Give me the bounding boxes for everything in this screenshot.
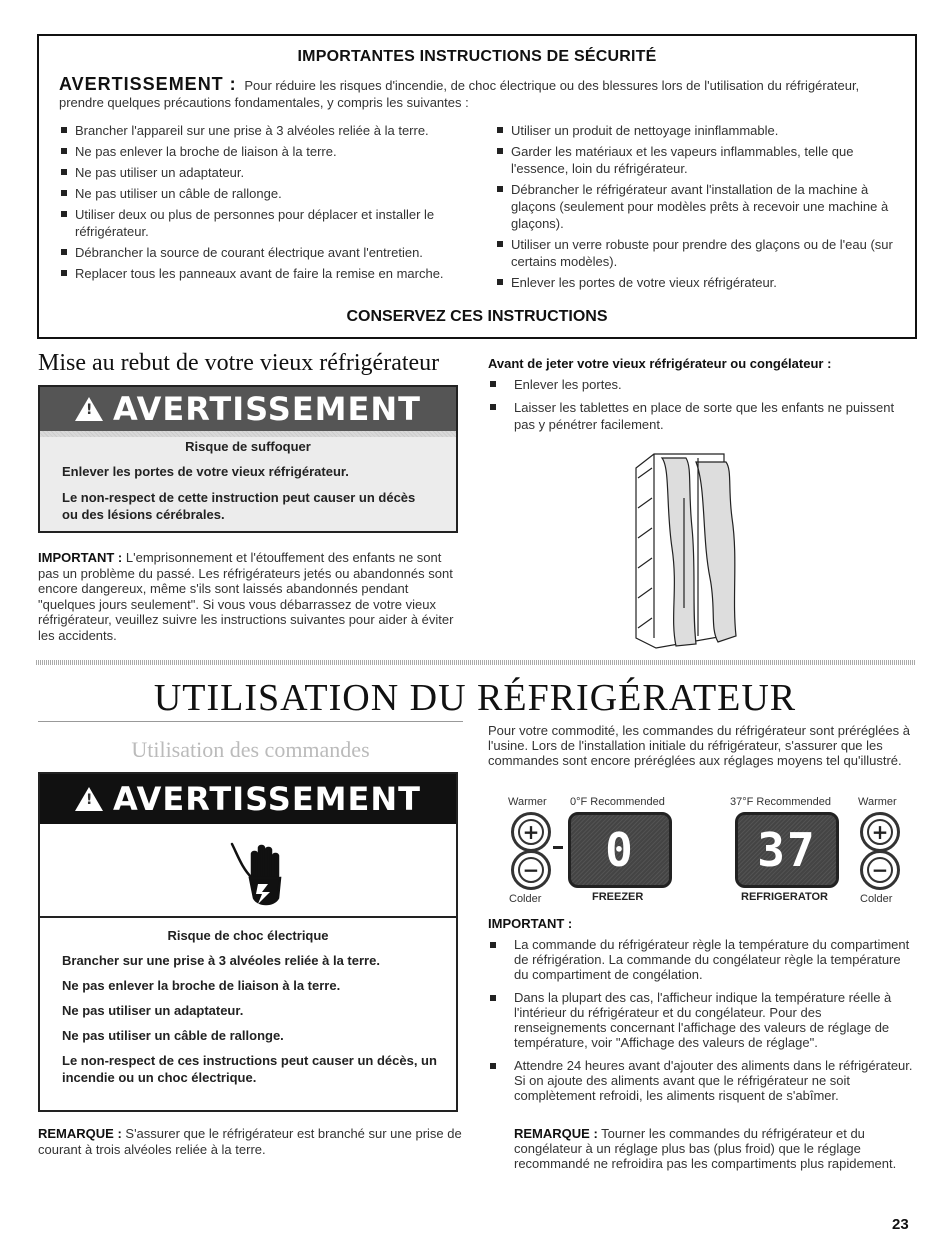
list-item: Dans la plupart des cas, l'afficheur indique la température réelle à l'intérieur du réfrigérateur et du congélateur. Pour des renseignements concernant l'affichage des valeurs de réglage de température, voir "Affichage des valeurs de réglage". (488, 990, 913, 1050)
freezer-colder-label: Colder (509, 893, 542, 905)
warning-title: Risque de choc électrique (167, 928, 329, 943)
warning-line: Ne pas utiliser un adaptateur. (62, 1003, 244, 1018)
fridge-warmer-button[interactable] (860, 812, 900, 852)
warning-keyword: AVERTISSEMENT : (59, 74, 237, 94)
safety-intro (59, 76, 899, 111)
warning-line: Le non-respect de cette instruction peut causer un décès ou des lésions cérébrales. (62, 490, 416, 522)
plus-icon: + (867, 819, 893, 845)
important-paragraph (38, 550, 463, 643)
warning-banner-text: AVERTISSEMENT (113, 780, 421, 818)
list-item: Enlever les portes. (488, 376, 908, 393)
refrigerator-illustration (626, 448, 751, 656)
shock-warning-box (38, 772, 458, 1112)
minus-icon: − (518, 857, 544, 883)
electric-shock-icon (228, 834, 288, 914)
section-divider (36, 660, 916, 665)
fridge-colder-label: Colder (860, 893, 893, 905)
freezer-label: FREEZER (592, 891, 644, 903)
freezer-warmer-label: Warmer (508, 796, 547, 808)
warning-body (40, 437, 456, 531)
warning-lines (62, 952, 442, 1094)
remark-paragraph-2 (514, 1126, 914, 1171)
warning-line: Le non-respect de ces instructions peut causer un décès, un incendie ou un choc électrique. (62, 1053, 437, 1085)
important-list (488, 937, 913, 1111)
disposal-heading: Mise au rebut de votre vieux réfrigérateur (38, 350, 440, 376)
safety-list-left (59, 122, 479, 286)
freezer-recommended-label: 0°F Recommended (570, 796, 665, 808)
warning-divider (40, 916, 456, 918)
important-title: IMPORTANT : (488, 916, 573, 931)
list-item: Attendre 24 heures avant d'ajouter des aliments dans le réfrigérateur. Si on ajoute des aliments avant que le réfrigérateur ne soit complètement refroidi, les aliments risquent de s'abîmer. (488, 1058, 913, 1103)
list-item: Débrancher la source de courant électrique avant l'entretien. (59, 244, 479, 261)
warning-banner (40, 387, 456, 431)
warning-line: Ne pas utiliser un câble de rallonge. (62, 1028, 284, 1043)
fridge-recommended-label: 37°F Recommended (730, 796, 832, 808)
safety-footer: CONSERVEZ CES INSTRUCTIONS (346, 308, 608, 325)
list-item: Ne pas enlever la broche de liaison à la terre. (59, 143, 479, 160)
safety-list-right (495, 122, 911, 295)
warning-line: Brancher sur une prise à 3 alvéoles reliée à la terre. (62, 953, 380, 968)
subtitle-rule (38, 721, 463, 722)
minus-icon: − (867, 857, 893, 883)
safety-instructions-box (37, 34, 917, 339)
warning-banner-text: AVERTISSEMENT (113, 390, 421, 428)
fridge-warmer-label: Warmer (858, 796, 897, 808)
controls-intro: Pour votre commodité, les commandes du réfrigérateur sont préréglées à l'usine. Lors de l'installation initiale du réfrigérateur, s'assurer que les commandes sont encore préréglées aux réglages moyens tel qu'illustré. (488, 723, 910, 768)
plus-icon: + (518, 819, 544, 845)
list-item: Replacer tous les panneaux avant de faire la remise en marche. (59, 265, 479, 282)
fridge-display (735, 812, 839, 888)
remark-text: S'assurer que le réfrigérateur est branché sur une prise de courant à trois alvéoles reliée à la terre. (38, 1126, 462, 1157)
list-item: Enlever les portes de votre vieux réfrigérateur. (495, 274, 911, 291)
freezer-warmer-button[interactable] (511, 812, 551, 852)
list-item: Utiliser deux ou plus de personnes pour déplacer et installer le réfrigérateur. (59, 206, 479, 240)
list-item: Garder les matériaux et les vapeurs inflammables, telle que l'essence, loin du réfrigérateur. (495, 143, 911, 177)
suffocation-warning-box (38, 385, 458, 533)
list-item: Débrancher le réfrigérateur avant l'installation de la machine à glaçons (seulement pour modèles prêts à recevoir une machine à glaçons). (495, 181, 911, 232)
list-item: Laisser les tablettes en place de sorte que les enfants ne puissent pas y pénétrer facilement. (488, 399, 908, 433)
warning-triangle-icon: ! (75, 787, 103, 811)
section-title: UTILISATION DU RÉFRIGÉRATEUR (153, 677, 797, 719)
disposal-steps-list (488, 376, 908, 439)
warning-title: Risque de suffoquer (185, 439, 311, 454)
list-item: Utiliser un produit de nettoyage ininflammable. (495, 122, 911, 139)
freezer-colder-button[interactable] (511, 850, 551, 890)
list-item: Ne pas utiliser un adaptateur. (59, 164, 479, 181)
list-item: Ne pas utiliser un câble de rallonge. (59, 185, 479, 202)
list-item: Utiliser un verre robuste pour prendre des glaçons ou de l'eau (sur certains modèles). (495, 236, 911, 270)
refrigerator-label: REFRIGERATOR (741, 891, 828, 903)
panel-dash (553, 846, 563, 849)
important-label: IMPORTANT : (38, 550, 123, 565)
page-number: 23 (892, 1216, 909, 1233)
warning-line: Enlever les portes de votre vieux réfrigérateur. (62, 464, 349, 479)
warning-line: Ne pas enlever la broche de liaison à la terre. (62, 978, 341, 993)
remark-label: REMARQUE : (38, 1126, 122, 1141)
fridge-display-value: 37 (757, 823, 817, 877)
remark-text: Tourner les commandes du réfrigérateur et du congélateur à un réglage plus bas (plus froid) que le réglage recommandé ne refroidira pas les compartiments plus rapidement. (514, 1126, 897, 1171)
safety-title: IMPORTANTES INSTRUCTIONS DE SÉCURITÉ (297, 48, 657, 65)
important-text: L'emprisonnement et l'étouffement des enfants ne sont pas un problème du passé. Les réfrigérateurs jetés ou abandonnés sont encore dangereux, même s'ils sont laissés abandonnés pendant "quelques jours seulement". Si vous vous débarrassez de votre vieux réfrigérateur, veuillez suivre les instructions suivantes pour aider à éviter les accidents. (38, 550, 454, 643)
freezer-display-value: 0 (605, 823, 635, 877)
list-item: La commande du réfrigérateur règle la température du compartiment de réfrigération. La commande du congélateur règle la température du compartiment de congélation. (488, 937, 913, 982)
disposal-steps-title: Avant de jeter votre vieux réfrigérateur ou congélateur : (488, 356, 832, 371)
fridge-colder-button[interactable] (860, 850, 900, 890)
remark-paragraph (38, 1126, 463, 1157)
remark-label: REMARQUE : (514, 1126, 598, 1141)
freezer-display (568, 812, 672, 888)
warning-banner (40, 774, 456, 824)
warning-triangle-icon: ! (75, 397, 103, 421)
controls-subtitle: Utilisation des commandes (131, 737, 370, 762)
safety-intro-text: Pour réduire les risques d'incendie, de choc électrique ou des blessures lors de l'utilisation du réfrigérateur, prendre quelques précautions fondamentales, y compris les suivantes : (59, 78, 860, 110)
list-item: Brancher l'appareil sur une prise à 3 alvéoles reliée à la terre. (59, 122, 479, 139)
